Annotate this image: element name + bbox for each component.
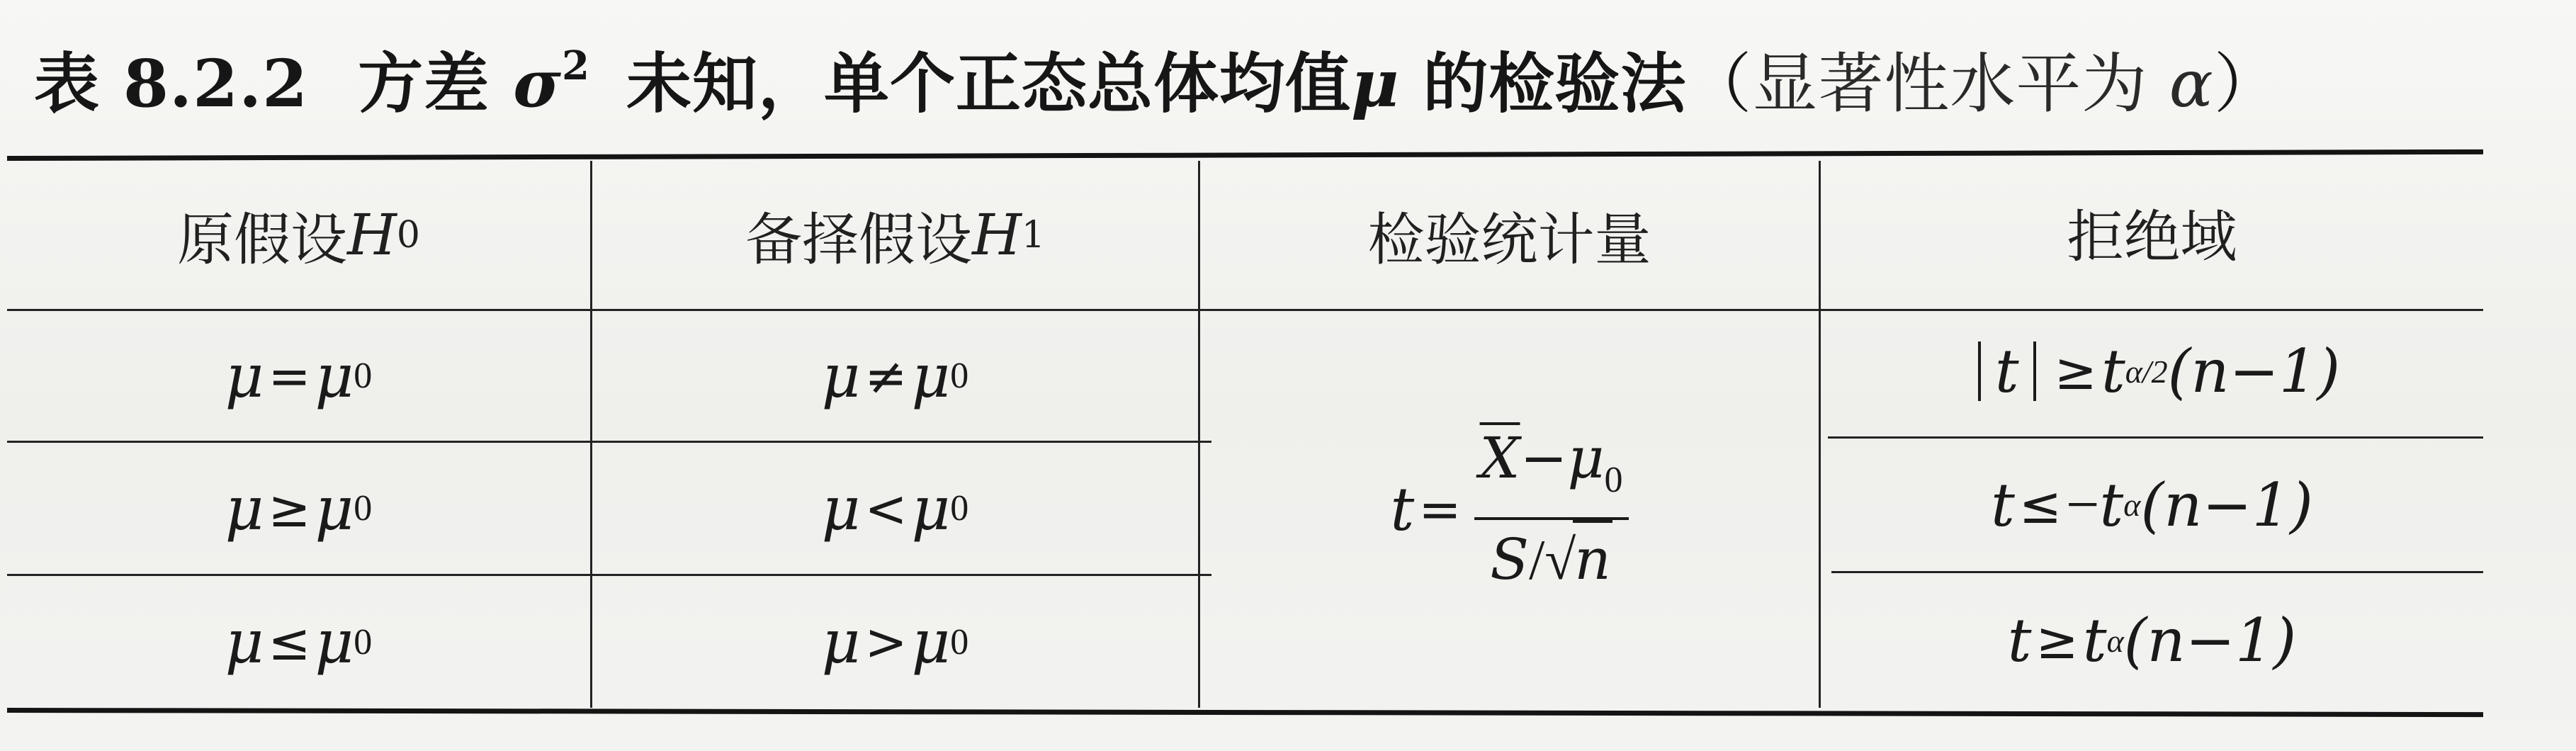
header-null-sub: 0	[396, 213, 420, 256]
row1-alt-sub: 0	[950, 356, 969, 396]
table-number: 表 8.2.2	[34, 45, 309, 122]
stat-denominator	[1484, 520, 1617, 597]
stat-slash: /	[1529, 529, 1545, 592]
stat-eq: =	[1418, 480, 1462, 539]
row2-region-arg: (n−1)	[2140, 470, 2313, 540]
row2-alt-op: <	[864, 478, 908, 538]
row3-null-left: μ	[225, 607, 264, 677]
test-statistic-formula	[1200, 311, 1819, 708]
row3-alt-right: μ	[911, 607, 951, 677]
caption-paren-close: ）	[2213, 46, 2280, 122]
row2-region-op: ≤	[2018, 475, 2062, 535]
stat-mu-sub: 0	[1604, 460, 1623, 500]
row1-region	[1821, 306, 2483, 436]
stat-xbar: $\overline{X}$	[1479, 425, 1520, 491]
row3-region-sub: α	[2106, 622, 2124, 659]
row1-region-t: t	[1994, 337, 2019, 406]
table-caption	[34, 13, 2556, 122]
caption-sigma-exponent: 2	[562, 43, 590, 89]
row2-region	[1821, 439, 2483, 571]
caption-sigma: σ	[513, 45, 563, 122]
row3-region-t: t	[2007, 606, 2032, 675]
caption-text-2: 未知，单个正态总体均值	[602, 45, 1352, 122]
row2-null	[7, 443, 590, 574]
row1-alt-op: ≠	[864, 346, 908, 406]
caption-text-3: 的检验法	[1399, 45, 1687, 122]
header-alt-label: 备择假设	[745, 207, 973, 273]
row3-region-t2: t	[2082, 606, 2107, 675]
header-null-hypothesis	[7, 161, 590, 309]
row1-null-left: μ	[225, 341, 264, 411]
row2-alt-left: μ	[821, 473, 861, 543]
abs-bar-left	[1978, 341, 1981, 401]
row1-alt	[592, 311, 1198, 441]
row1-alt-right: μ	[911, 341, 951, 411]
header-rejection-region	[1821, 161, 2483, 303]
header-stat-label: 检验统计量	[1367, 207, 1651, 273]
row2-alt-right: μ	[911, 473, 951, 543]
row2-alt	[592, 443, 1198, 574]
stat-radicand: n	[1573, 520, 1612, 597]
caption-alpha: α	[2169, 46, 2214, 122]
stat-root-sign: √	[1544, 529, 1576, 592]
header-null-var: H	[347, 202, 397, 268]
stat-lhs: t	[1390, 475, 1415, 544]
row1-null-right: μ	[315, 341, 354, 411]
row3-null-right: μ	[315, 607, 354, 677]
row3-null	[7, 576, 590, 708]
row3-region-arg: (n−1)	[2123, 606, 2297, 675]
header-region-label: 拒绝域	[2067, 203, 2237, 270]
row2-null-op: ≥	[268, 478, 311, 538]
row2-alt-sub: 0	[950, 488, 969, 529]
header-alt-sub: 1	[1021, 213, 1045, 256]
row2-region-neg: −	[2066, 472, 2100, 538]
row3-alt-left: μ	[821, 607, 861, 677]
stat-fraction	[1474, 422, 1629, 597]
row1-alt-left: μ	[821, 341, 861, 411]
caption-text-1: 方差	[358, 45, 514, 122]
row3-alt-sub: 0	[950, 621, 969, 662]
row3-region	[1821, 573, 2483, 708]
row1-region-t2: t	[2101, 337, 2125, 406]
row2-null-sub: 0	[354, 488, 373, 529]
row2-region-t2: t	[2099, 470, 2124, 540]
row3-alt	[592, 576, 1198, 708]
header-null-label: 原假设	[177, 207, 348, 273]
row3-null-op: ≤	[268, 612, 311, 672]
stat-minus-mu: −μ	[1520, 425, 1605, 491]
row2-null-right: μ	[315, 473, 354, 543]
caption-significance: 显著性水平为	[1752, 46, 2169, 122]
row1-region-arg: (n−1)	[2167, 337, 2341, 406]
caption-paren-open: （	[1686, 46, 1753, 122]
row3-region-op: ≥	[2035, 611, 2079, 670]
abs-bar-right	[2033, 341, 2036, 401]
row1-region-op: ≥	[2054, 341, 2097, 401]
stat-numerator	[1474, 422, 1629, 517]
row2-null-left: μ	[225, 473, 264, 543]
stat-s: S	[1490, 526, 1530, 592]
row1-null	[7, 311, 590, 441]
row1-region-sub: α/2	[2125, 353, 2168, 390]
row3-null-sub: 0	[354, 621, 373, 662]
hypothesis-test-table	[7, 156, 2483, 711]
row1-null-op: =	[268, 346, 311, 406]
row1-null-sub: 0	[354, 356, 373, 396]
row2-region-t: t	[1991, 470, 2015, 540]
header-alt-var: H	[972, 202, 1022, 268]
row2-region-sub: α	[2123, 487, 2141, 523]
header-alt-hypothesis	[592, 161, 1198, 309]
row3-alt-op: >	[864, 612, 908, 672]
header-test-statistic	[1200, 161, 1819, 309]
caption-mu: μ	[1351, 45, 1400, 122]
